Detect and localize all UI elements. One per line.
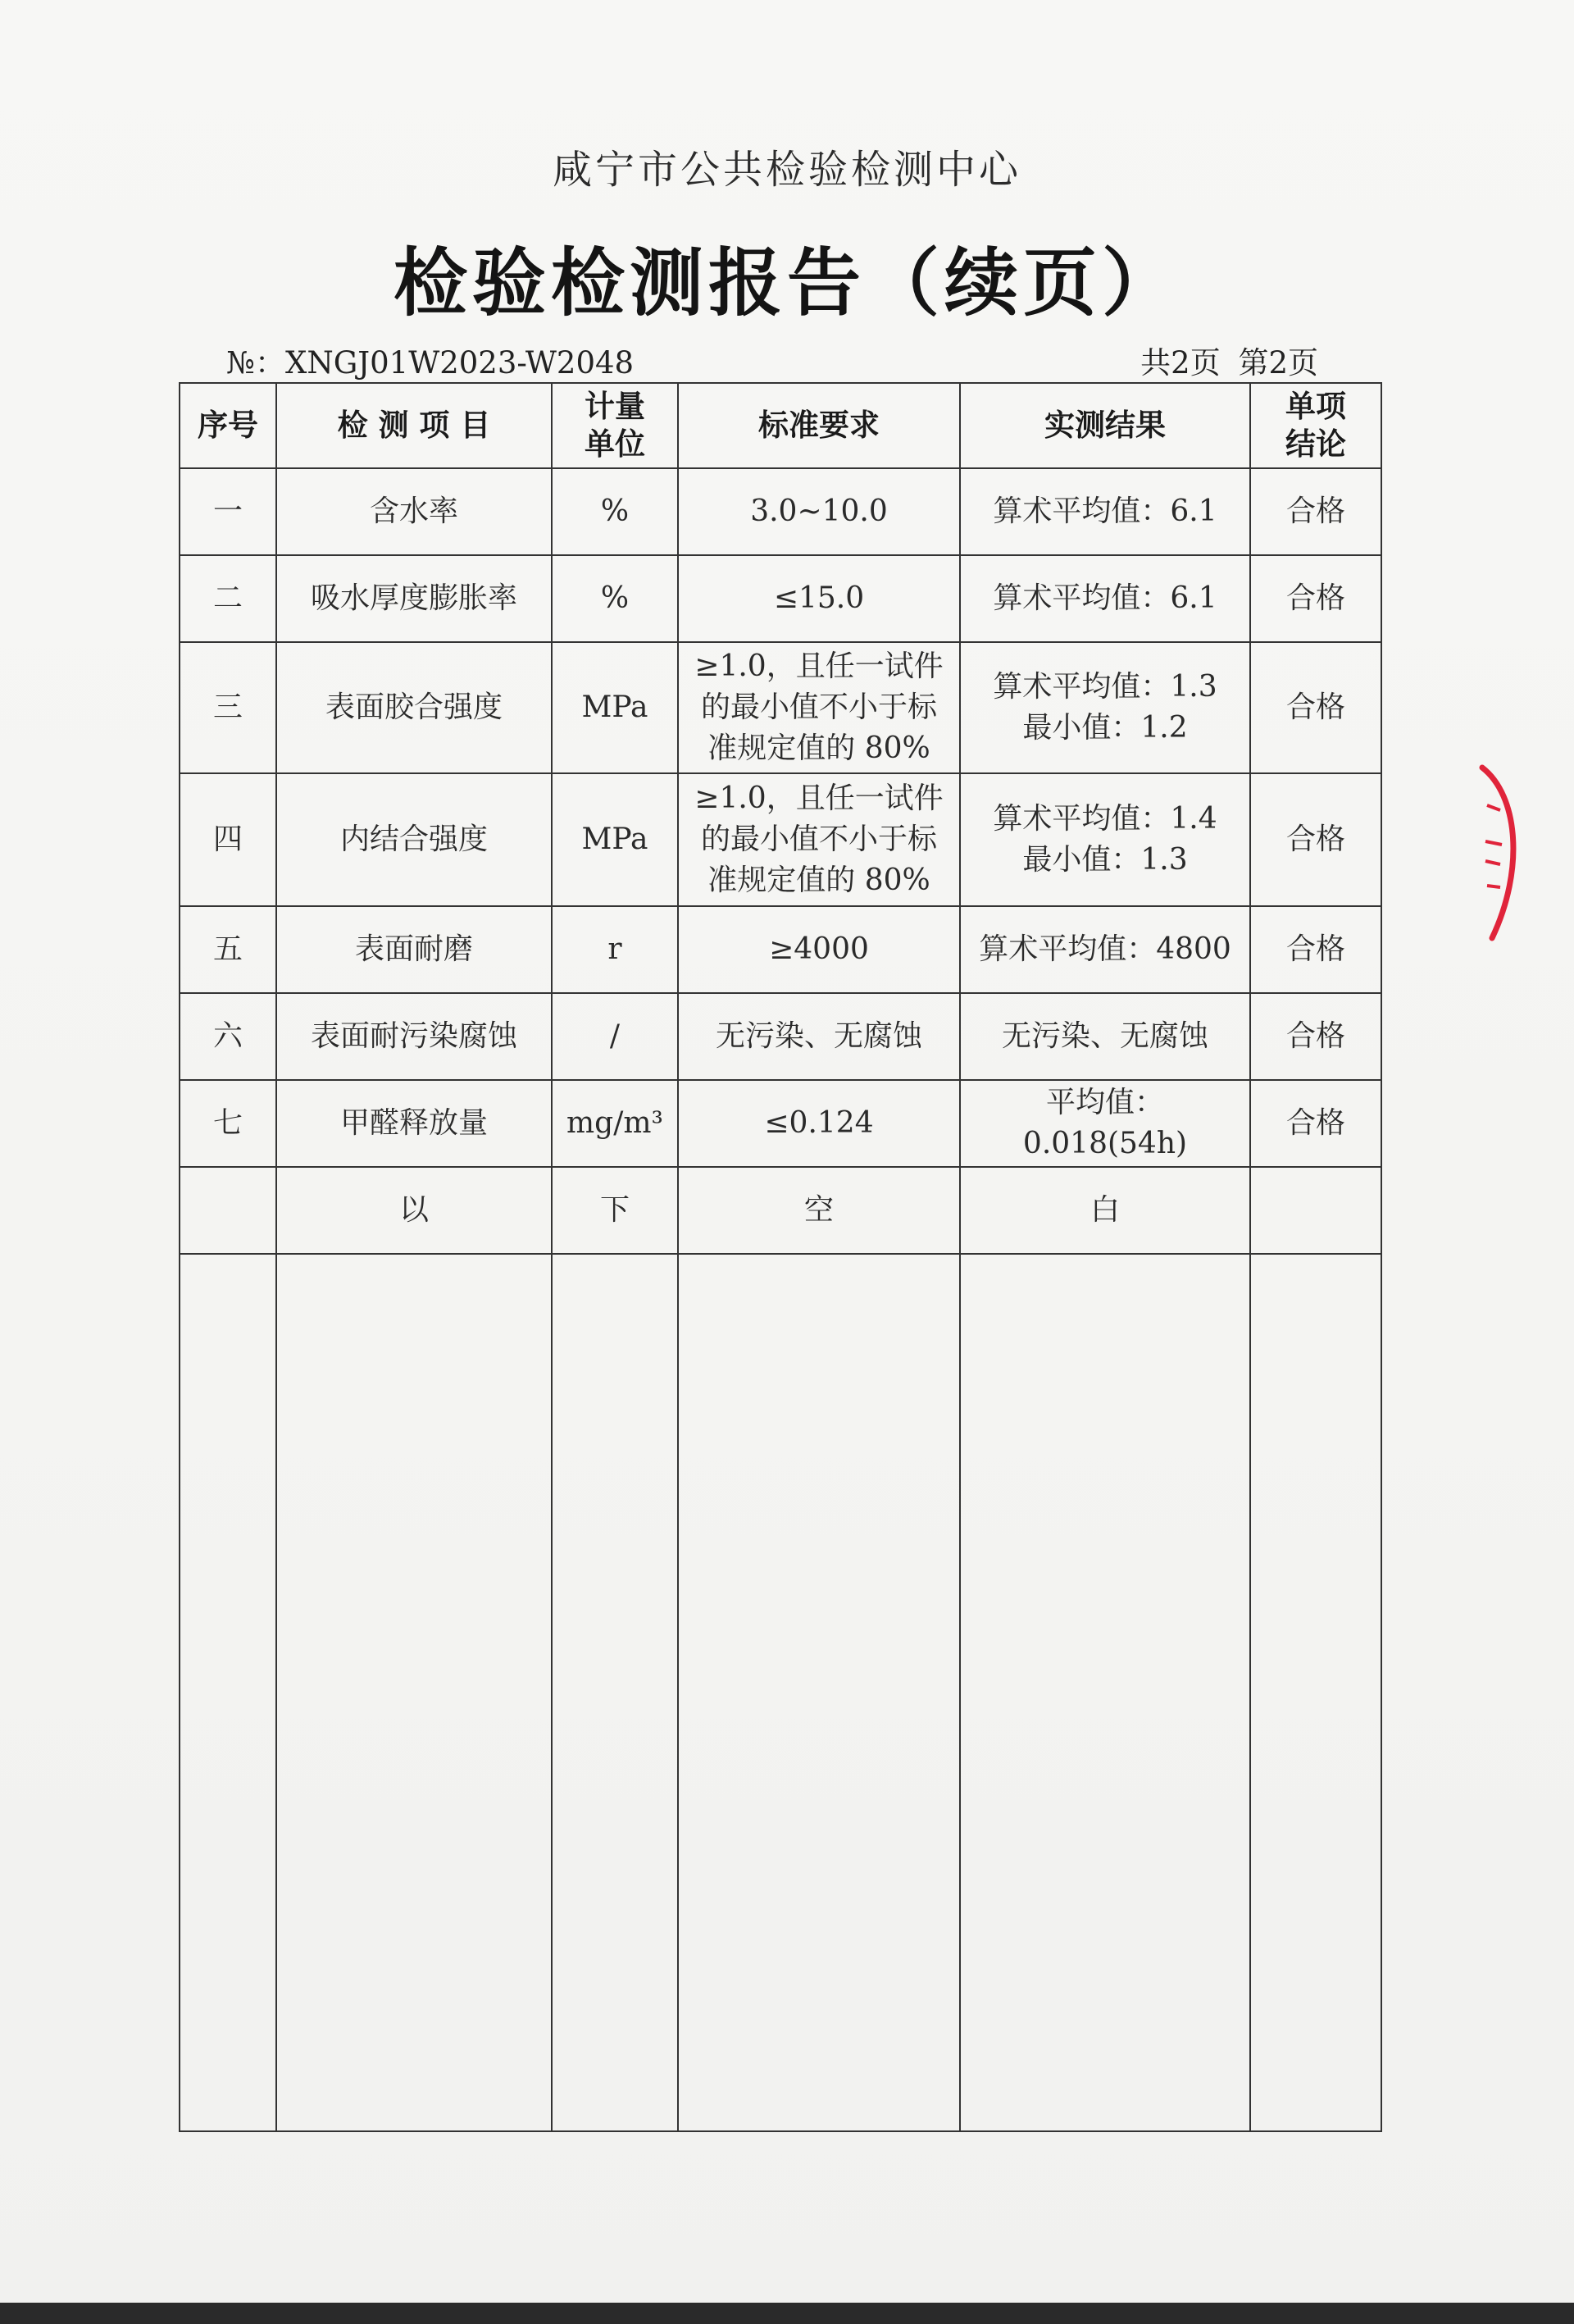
table-row xyxy=(180,993,1381,1080)
blank-cell xyxy=(1250,1167,1381,1254)
cell-standard xyxy=(678,555,960,642)
organization-name: 咸宁市公共检验检测中心 xyxy=(552,147,1021,193)
cell-result xyxy=(960,993,1250,1080)
empty-cell xyxy=(552,1254,678,2131)
standard-line: ≥4000 xyxy=(769,932,869,966)
cell-conclusion: 合格 xyxy=(1250,555,1381,642)
cell-standard xyxy=(678,1080,960,1167)
cell-seq: 二 xyxy=(180,555,276,642)
blank-note-char: 以 xyxy=(276,1167,552,1254)
blank-cell xyxy=(180,1167,276,1254)
cell-unit: / xyxy=(552,993,678,1080)
cell-conclusion: 合格 xyxy=(1250,773,1381,906)
result-line: 算术平均值：4800 xyxy=(979,932,1231,966)
blank-note-char: 下 xyxy=(552,1167,678,1254)
cell-unit: mg/m³ xyxy=(552,1080,678,1167)
cell-result xyxy=(960,1080,1250,1167)
cell-item: 内结合强度 xyxy=(276,773,552,906)
empty-cell xyxy=(276,1254,552,2131)
cell-unit: MPa xyxy=(552,642,678,773)
cell-conclusion: 合格 xyxy=(1250,906,1381,993)
empty-cell xyxy=(960,1254,1250,2131)
col-header-conclusion-line1: 单项 xyxy=(1285,389,1346,424)
col-header-unit-line1: 计量 xyxy=(585,389,645,424)
result-line: 最小值：1.2 xyxy=(1022,711,1188,745)
cell-item: 含水率 xyxy=(276,468,552,555)
cell-standard xyxy=(678,773,960,906)
standard-line: ≥1.0，且任一试件 xyxy=(694,782,944,815)
cell-standard xyxy=(678,993,960,1080)
cell-unit: MPa xyxy=(552,773,678,906)
col-header-seq: 序号 xyxy=(180,383,276,468)
table-row xyxy=(180,906,1381,993)
cell-seq: 三 xyxy=(180,642,276,773)
cell-result xyxy=(960,906,1250,993)
blank-note-char: 空 xyxy=(678,1167,960,1254)
report-title: 检验检测报告（续页） xyxy=(394,240,1180,326)
result-line: 算术平均值：1.3 xyxy=(993,670,1217,704)
standard-line: 准规定值的 80% xyxy=(707,864,930,897)
cell-item: 吸水厚度膨胀率 xyxy=(276,555,552,642)
test-results-table xyxy=(179,382,1382,2132)
table-row xyxy=(180,468,1381,555)
report-number: №：XNGJ01W2023-W2048 xyxy=(226,345,635,380)
standard-line: 3.0~10.0 xyxy=(750,494,888,528)
page-edge-shadow xyxy=(0,2303,1574,2324)
cell-seq: 一 xyxy=(180,468,276,555)
empty-cell xyxy=(180,1254,276,2131)
cell-item: 甲醛释放量 xyxy=(276,1080,552,1167)
cell-unit: r xyxy=(552,906,678,993)
cell-unit: % xyxy=(552,468,678,555)
cell-item: 表面耐磨 xyxy=(276,906,552,993)
cell-seq: 五 xyxy=(180,906,276,993)
result-line: 最小值：1.3 xyxy=(1022,843,1188,877)
red-seal-edge xyxy=(1467,763,1533,943)
col-header-standard: 标准要求 xyxy=(678,383,960,468)
standard-line: ≤0.124 xyxy=(764,1106,874,1140)
table-row xyxy=(180,773,1381,906)
cell-seq: 四 xyxy=(180,773,276,906)
cell-result xyxy=(960,642,1250,773)
col-header-result: 实测结果 xyxy=(960,383,1250,468)
seal-tick xyxy=(1487,886,1500,887)
cell-conclusion: 合格 xyxy=(1250,468,1381,555)
seal-arc xyxy=(1482,768,1513,938)
table-header-row xyxy=(180,383,1381,468)
seal-tick xyxy=(1485,841,1502,845)
result-line: 算术平均值：1.4 xyxy=(993,802,1217,836)
cell-result xyxy=(960,468,1250,555)
empty-cell xyxy=(1250,1254,1381,2131)
standard-line: 准规定值的 80% xyxy=(707,731,930,765)
cell-conclusion: 合格 xyxy=(1250,993,1381,1080)
cell-conclusion: 合格 xyxy=(1250,1080,1381,1167)
col-header-item: 检 测 项 目 xyxy=(276,383,552,468)
cell-item: 表面耐污染腐蚀 xyxy=(276,993,552,1080)
cell-seq: 六 xyxy=(180,993,276,1080)
cell-standard xyxy=(678,468,960,555)
standard-line: ≤15.0 xyxy=(773,581,865,615)
col-header-unit xyxy=(552,383,678,468)
empty-row xyxy=(180,1254,1381,2131)
blank-note-char: 白 xyxy=(960,1167,1250,1254)
result-line: 平均值：0.018(54h) xyxy=(1022,1086,1188,1160)
cell-conclusion: 合格 xyxy=(1250,642,1381,773)
result-line: 无污染、无腐蚀 xyxy=(1001,1019,1208,1053)
standard-line: 的最小值不小于标 xyxy=(700,823,937,856)
seal-tick xyxy=(1485,861,1500,864)
cell-seq: 七 xyxy=(180,1080,276,1167)
standard-line: 无污染、无腐蚀 xyxy=(715,1019,922,1053)
result-line: 算术平均值：6.1 xyxy=(993,494,1217,528)
col-header-conclusion-line2: 结论 xyxy=(1285,426,1346,462)
cell-item: 表面胶合强度 xyxy=(276,642,552,773)
col-header-unit-line2: 单位 xyxy=(585,426,645,462)
table-row xyxy=(180,555,1381,642)
blank-note-row xyxy=(180,1167,1381,1254)
cell-standard xyxy=(678,642,960,773)
table-row xyxy=(180,642,1381,773)
standard-line: ≥1.0，且任一试件 xyxy=(694,649,944,683)
table-row xyxy=(180,1080,1381,1167)
result-line: 算术平均值：6.1 xyxy=(993,581,1217,615)
standard-line: 的最小值不小于标 xyxy=(700,690,937,724)
empty-cell xyxy=(678,1254,960,2131)
cell-result xyxy=(960,773,1250,906)
cell-standard xyxy=(678,906,960,993)
cell-result xyxy=(960,555,1250,642)
seal-tick xyxy=(1487,805,1500,810)
page-count: 共2页 第2页 xyxy=(1140,345,1318,380)
col-header-conclusion xyxy=(1250,383,1381,468)
cell-unit: % xyxy=(552,555,678,642)
